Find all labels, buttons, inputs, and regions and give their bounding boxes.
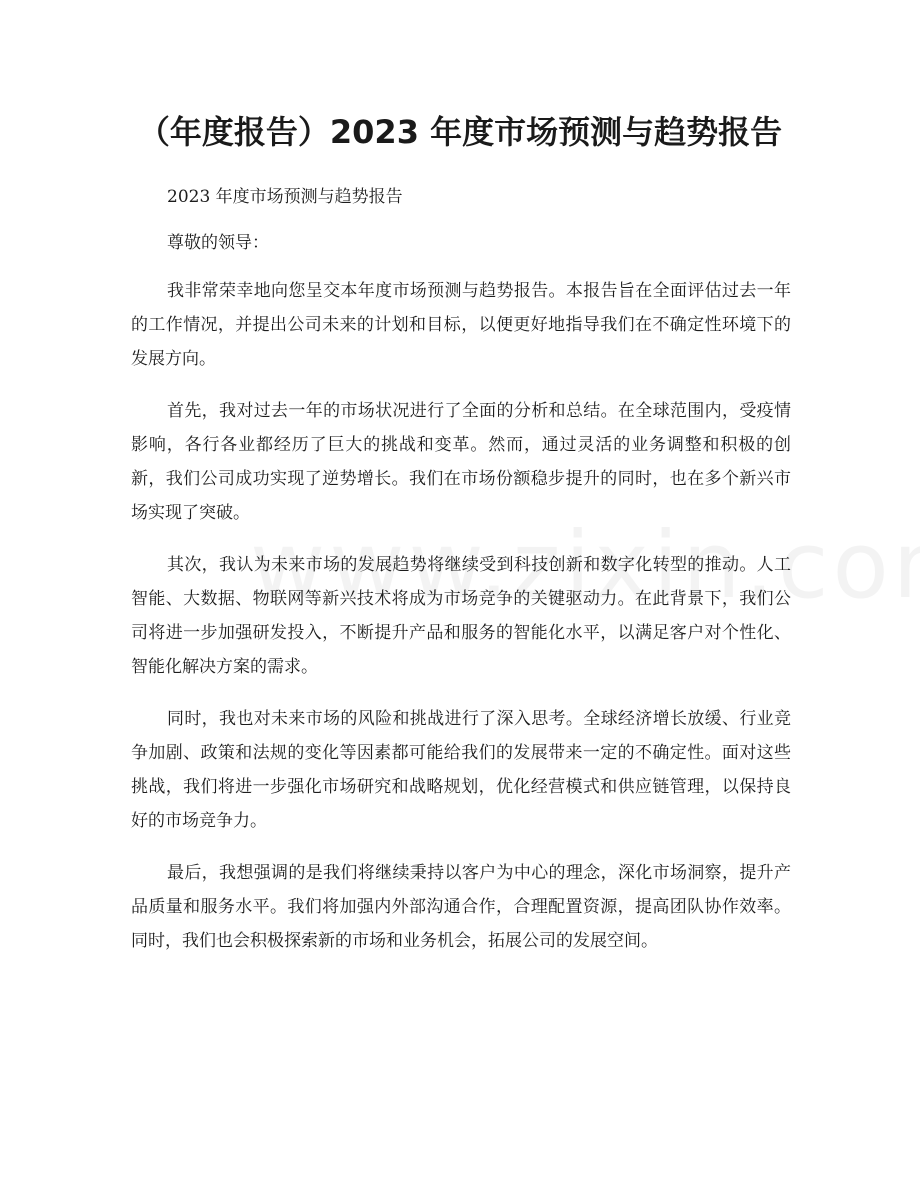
paragraph-review: 首先，我对过去一年的市场状况进行了全面的分析和总结。在全球范围内，受疫情影响，各行各业都经历了巨大的挑战和变革。然而，通过灵活的业务调整和积极的创新，我们公司成功实现了逆势增长。我们在市场份额稳步提升的同时，也在多个新兴市场实现了突破。 (131, 401, 791, 523)
document-body (131, 180, 791, 976)
report-subtitle: 2023 年度市场预测与趋势报告 (167, 187, 403, 207)
paragraph-conclusion: 最后，我想强调的是我们将继续秉持以客户为中心的理念，深化市场洞察，提升产品质量和服务水平。我们将加强内外部沟通合作，合理配置资源，提高团队协作效率。同时，我们也会积极探索新的市场和业务机会，拓展公司的发展空间。 (131, 863, 791, 951)
paragraph-trends: 其次，我认为未来市场的发展趋势将继续受到科技创新和数字化转型的推动。人工智能、大数据、物联网等新兴技术将成为市场竞争的关键驱动力。在此背景下，我们公司将进一步加强研发投入，不断提升产品和服务的智能化水平，以满足客户对个性化、智能化解决方案的需求。 (131, 555, 791, 677)
greeting: 尊敬的领导： (167, 233, 269, 253)
document-title: （年度报告）2023 年度市场预测与趋势报告 (137, 113, 783, 151)
paragraph-intro: 我非常荣幸地向您呈交本年度市场预测与趋势报告。本报告旨在全面评估过去一年的工作情况，并提出公司未来的计划和目标，以便更好地指导我们在不确定性环境下的发展方向。 (131, 281, 791, 369)
paragraph-risks: 同时，我也对未来市场的风险和挑战进行了深入思考。全球经济增长放缓、行业竞争加剧、政策和法规的变化等因素都可能给我们的发展带来一定的不确定性。面对这些挑战，我们将进一步强化市场研究和战略规划，优化经营模式和供应链管理，以保持良好的市场竞争力。 (131, 709, 791, 831)
